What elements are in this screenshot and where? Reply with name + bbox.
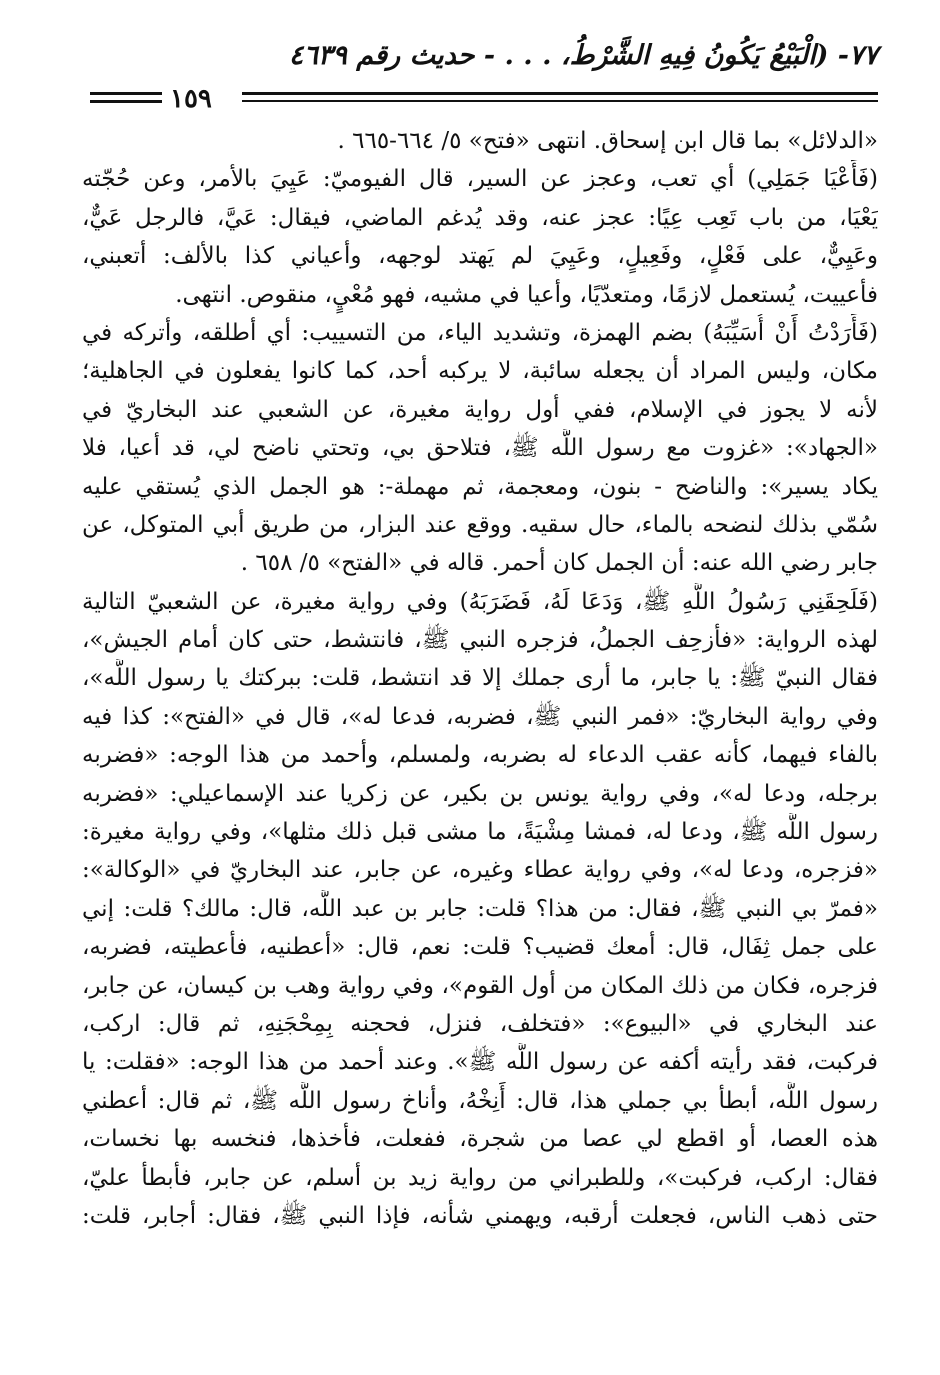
chapter-title: ٧٧- (الْبَيْعُ يَكُونُ فِيهِ الشَّرْطُ، . . . - حديث رقم ٤٦٣٩ <box>288 40 878 71</box>
text-line: فركبت، فقد رأيته أكفه عن رسول اللَّه ﷺ». وعند أحمد من هذا الوجه: «فقلت: يا <box>82 1049 878 1076</box>
body-text <box>82 122 878 1235</box>
text-line: مكان، وليس المراد أن يجعله سائبة، لا يركبه أحد، كما كانوا يفعلون في الجاهلية؛ <box>82 358 878 385</box>
text-line: رسول اللَّه ﷺ، ودعا له، فمشا مِشْيَةً، ما مشى قبل ذلك مثلها»، وفي رواية مغيرة: <box>82 819 878 846</box>
running-header <box>90 40 878 114</box>
text-line: «فمرّ بي النبي ﷺ، فقال: من هذا؟ قلت: جابر بن عبد اللَّه، قال: مالك؟ قلت: إني <box>82 895 878 922</box>
text-line: فزجره، فكان من ذلك المكان من أول القوم»، وفي رواية وهب بن كيسان، عن جابر، <box>82 972 878 999</box>
text-line: (فَلَحِقَنِي رَسُولُ اللَّهِ ﷺ، وَدَعَا لَهُ، فَضَرَبَهُ) وفي رواية مغيرة، عن الشعبيّ التالية <box>82 588 878 615</box>
text-line: وعَيِيٌّ، على فَعْلٍ، وفَعِيلٍ، وعَيِيَ لم يَهتد لوجهه، وأعياني كذا بالألف: أتعبني، <box>82 243 878 270</box>
header-rule <box>242 100 878 102</box>
text-line: يَعْيَا، من باب تَعِب عِيًا: عجز عنه، وقد يُدغم الماضي، فيقال: عَيَّ، فالرجل عَيٌّ، <box>82 204 878 231</box>
header-rule <box>90 92 162 95</box>
header-rule <box>242 92 878 95</box>
text-line: فقال النبيّ ﷺ: يا جابر، ما أرى جملك إلا قد انتشط، قلت: ببركتك يا رسول اللَّه»، <box>82 665 878 692</box>
text-line: على جمل ثِفَال، قال: أمعك قضيب؟ قلت: نعم، قال: «أعطنيه، فأعطيته، فضربه، <box>82 934 878 961</box>
text-line: لأنه لا يجوز في الإسلام، ففي أول رواية مغيرة، عن الشعبي عند البخاريّ في <box>82 396 878 423</box>
text-line: (فَأَعْيَا جَمَلِي) أي تعب، وعجز عن السير، قال الفيوميّ: عَيِيَ بالأمر، وعن حُجّته <box>82 166 878 193</box>
text-line: فقال: اركب، فركبت»، وللطبراني من رواية زيد بن أسلم، عن جابر، فأبطأ عليّ، <box>82 1164 878 1191</box>
text-line: بالفاء فيهما، كأنه عقب الدعاء له بضربه، ولمسلم، وأحمد من هذا الوجه: «فضربه <box>82 742 878 769</box>
text-line: هذه العصا، أو اقطع لي عصا من شجرة، ففعلت، فأخذها، فنخسه بها نخسات، <box>82 1126 878 1153</box>
text-line: لهذه الرواية: «فأزحِف الجملُ، فزجره النبي ﷺ، فانتشط، حتى كان أمام الجيش»، <box>82 627 878 654</box>
text-line: رسول اللَّه، أبطأ بي جملي هذا، قال: أَنِخْهُ، وأناخ رسول اللَّه ﷺ، ثم قال: أعطني <box>82 1087 878 1114</box>
text-line: «الجهاد»: «غزوت مع رسول اللَّه ﷺ، فتلاحق بي، وتحتي ناضح لي، قد أعيا، فلا <box>82 435 878 462</box>
text-line: «الدلائل» بما قال ابن إسحاق. انتهى «فتح» ٥/ ٦٦٤-٦٦٥ . <box>337 128 878 154</box>
page-number: ١٥٩ <box>170 84 212 114</box>
text-line: وفي رواية البخاريّ: «فمر النبي ﷺ، فضربه، فدعا له»، قال في «الفتح»: كذا فيه <box>82 703 878 730</box>
text-line: عند البخاري في «البيوع»: «فتخلف، فنزل، فحجنه بِمِحْجَنِهِ، ثم قال: اركب، <box>82 1010 878 1037</box>
header-rule <box>90 100 162 103</box>
text-line: فأعييت، يُستعمل لازمًا، ومتعدّيًا، وأعيا في مشيه، فهو مُعْيٍ، منقوص. انتهى. <box>175 281 878 308</box>
text-line: (فَأَرَدْتُ أَنْ أُسَيِّبَهُ) بضم الهمزة، وتشديد الياء، من التسييب: أي أطلقه، وأتركه في <box>82 319 878 346</box>
text-line: حتى ذهب الناس، فجعلت أرقبه، ويهمني شأنه، فإذا النبي ﷺ، فقال: أجابر، قلت: <box>82 1202 878 1229</box>
text-line: «فزجره، ودعا له»، وفي رواية عطاء وغيره، عن جابر، عند البخاريّ في «الوكالة»: <box>82 857 878 884</box>
text-line: سُمّي بذلك لنضحه بالماء، حال سقيه. ووقع عند البزار، من طريق أبي المتوكل، عن <box>82 511 878 538</box>
text-line: يكاد يسير»: والناضح - بنون، ومعجمة، ثم مهملة-: هو الجمل الذي يُستقي عليه <box>82 473 878 500</box>
text-line: برجله، ودعا له»، وفي رواية يونس بن بكير، عن زكريا عند الإسماعيلي: «فضربه <box>82 780 878 807</box>
text-line: جابر رضي الله عنه: أن الجمل كان أحمر. قاله في «الفتح» ٥/ ٦٥٨ . <box>240 550 878 577</box>
